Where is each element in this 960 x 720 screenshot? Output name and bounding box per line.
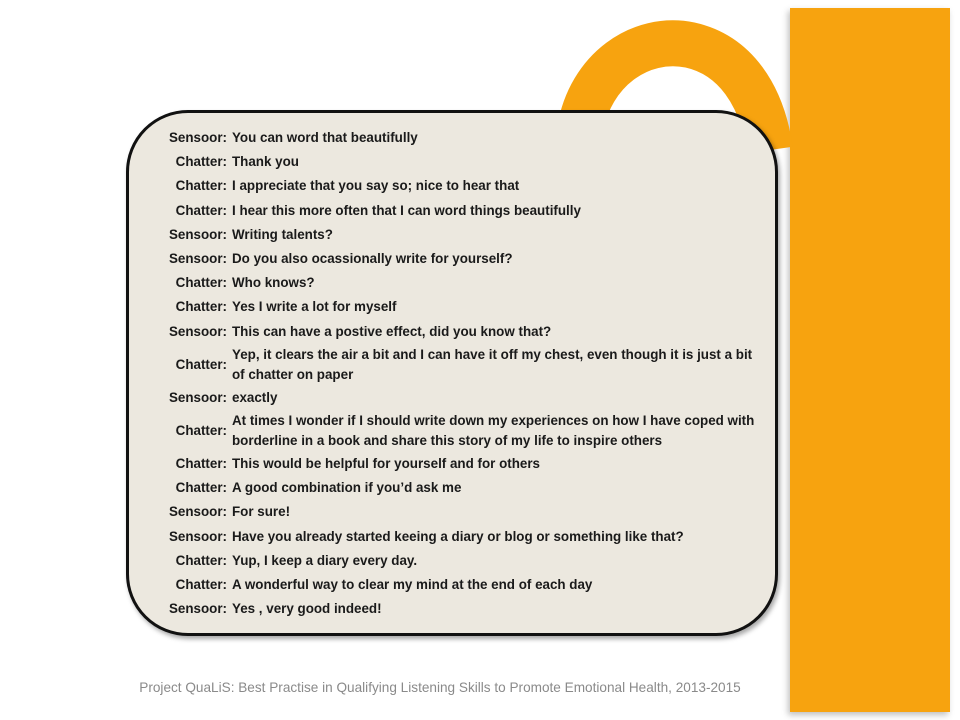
speaker-label: Chatter: xyxy=(175,275,227,291)
speaker-label: Chatter: xyxy=(175,422,227,438)
conversation-row xyxy=(160,150,760,174)
conversation-row xyxy=(160,199,760,223)
conversation-row xyxy=(160,271,760,295)
conversation-row xyxy=(160,295,760,319)
conversation-row xyxy=(160,500,760,524)
message-text: I appreciate that you say so; nice to hear that xyxy=(232,178,520,194)
message-text: You can word that beautifully xyxy=(232,130,418,146)
message-text: Have you already started keeing a diary or blog or something like that? xyxy=(232,528,684,544)
speaker-label: Sensoor: xyxy=(168,389,227,405)
speaker-label: Chatter: xyxy=(175,576,227,592)
message-text: Thank you xyxy=(232,154,299,170)
message-text: A wonderful way to clear my mind at the end of each day xyxy=(232,576,593,592)
conversation-row xyxy=(160,223,760,247)
speaker-label: Sensoor: xyxy=(168,251,227,267)
conversation-row xyxy=(160,452,760,476)
speaker-label: Sensoor: xyxy=(168,323,227,339)
message-text: Yes , very good indeed! xyxy=(232,601,382,617)
speaker-label: Sensoor: xyxy=(168,504,227,520)
message-text: Who knows? xyxy=(232,275,315,291)
speaker-label: Sensoor: xyxy=(168,130,227,146)
conversation-row xyxy=(160,174,760,198)
speaker-label: Chatter: xyxy=(175,299,227,315)
conversation-row xyxy=(160,410,760,452)
message-text: Yup, I keep a diary every day. xyxy=(232,552,418,568)
conversation-row xyxy=(160,344,760,386)
speaker-label: Sensoor: xyxy=(168,528,227,544)
message-text: At times I wonder if I should write down my experiences on how I have coped with borderline in a book and share this story of my life to inspire others xyxy=(232,412,755,448)
footer-credit: Project QuaLiS: Best Practise in Qualifying Listening Skills to Promote Emotional Health, 2013-2015 xyxy=(139,680,741,695)
conversation-row xyxy=(160,597,760,621)
conversation-row xyxy=(160,126,760,150)
speaker-label: Chatter: xyxy=(175,455,227,471)
message-text: Yes I write a lot for myself xyxy=(232,299,397,315)
message-text: Writing talents? xyxy=(232,226,333,242)
speaker-label: Chatter: xyxy=(175,154,227,170)
message-text: This can have a postive effect, did you know that? xyxy=(232,323,552,339)
speaker-label: Chatter: xyxy=(175,552,227,568)
message-text: Do you also ocassionally write for yourself? xyxy=(232,251,513,267)
speaker-label: Chatter: xyxy=(175,178,227,194)
speaker-label: Chatter: xyxy=(175,480,227,496)
speaker-label: Sensoor: xyxy=(168,601,227,617)
message-text: This would be helpful for yourself and for others xyxy=(232,455,540,471)
conversation-row xyxy=(160,386,760,410)
conversation-row xyxy=(160,549,760,573)
conversation-row xyxy=(160,320,760,344)
conversation-row xyxy=(160,476,760,500)
conversation-row xyxy=(160,573,760,597)
message-text: A good combination if you’d ask me xyxy=(232,480,462,496)
speaker-label: Chatter: xyxy=(175,202,227,218)
message-text: exactly xyxy=(232,389,278,405)
message-text: For sure! xyxy=(232,504,291,520)
conversation-list xyxy=(160,126,760,621)
conversation-row xyxy=(160,247,760,271)
speaker-label: Sensoor: xyxy=(168,226,227,242)
message-text: I hear this more often that I can word things beautifully xyxy=(232,202,581,218)
speaker-label: Chatter: xyxy=(175,356,227,372)
conversation-row xyxy=(160,524,760,548)
message-text: Yep, it clears the air a bit and I can have it off my chest, even though it is just a bit of chatter on paper xyxy=(232,346,753,382)
